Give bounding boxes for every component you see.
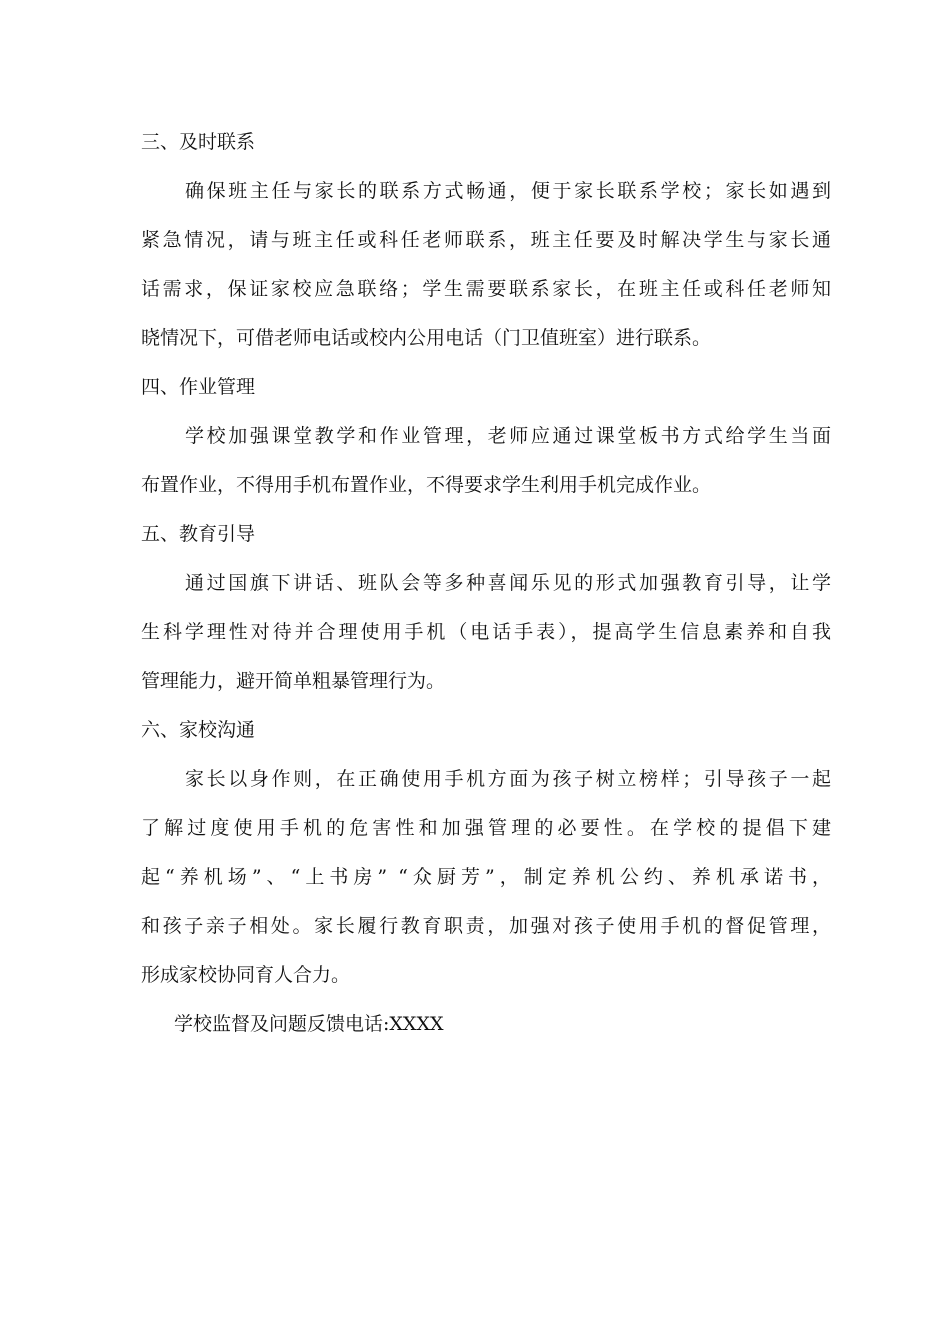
paragraph-line: 形成家校协同育人合力。 — [141, 964, 351, 986]
paragraph-line: 紧急情况，请与班主任或科任老师联系，班主任要及时解决学生与家长通 — [141, 229, 831, 251]
document-body — [141, 118, 831, 1049]
section-education-guidance — [141, 510, 831, 706]
section-heading: 三、及时联系 — [141, 131, 256, 153]
paragraph-line: 家长以身作则，在正确使用手机方面为孩子树立榜样；引导孩子一起 — [185, 768, 831, 790]
paragraph-line: 了解过度使用手机的危害性和加强管理的必要性。在学校的提倡下建 — [141, 817, 831, 839]
paragraph-line: 生科学理性对待并合理使用手机（电话手表），提高学生信息素养和自我 — [141, 621, 831, 643]
section-heading: 五、教育引导 — [141, 523, 256, 545]
paragraph-line: 通过国旗下讲话、班队会等多种喜闻乐见的形式加强教育引导，让学 — [185, 572, 831, 594]
section-paragraph — [141, 755, 831, 1000]
paragraph-line: 管理能力，避开简单粗暴管理行为。 — [141, 670, 446, 692]
paragraph-line: 和孩子亲子相处。家长履行教育职责，加强对孩子使用手机的督促管理， — [141, 915, 831, 937]
section-timely-contact — [141, 118, 831, 363]
section-home-school-communication — [141, 706, 831, 1000]
paragraph-line: 确保班主任与家长的联系方式畅通，便于家长联系学校；家长如遇到 — [185, 180, 831, 202]
paragraph-line: 话需求，保证家校应急联络；学生需要联系家长，在班主任或科任老师知 — [141, 278, 831, 300]
paragraph-line: 起“养机场”、“上书房” “众厨芳”，制定养机公约、养机承诺书， — [141, 866, 831, 888]
section-paragraph — [141, 559, 831, 706]
feedback-phone-line: 学校监督及问题反馈电话:XXXX — [174, 1013, 444, 1035]
section-homework-management — [141, 363, 831, 510]
section-heading: 六、家校沟通 — [141, 719, 256, 741]
paragraph-line: 晓情况下，可借老师电话或校内公用电话（门卫值班室）进行联系。 — [141, 327, 712, 349]
section-paragraph — [141, 167, 831, 363]
paragraph-line: 布置作业，不得用手机布置作业，不得要求学生利用手机完成作业。 — [141, 474, 712, 496]
section-heading: 四、作业管理 — [141, 376, 256, 398]
paragraph-line: 学校加强课堂教学和作业管理，老师应通过课堂板书方式给学生当面 — [185, 425, 831, 447]
section-paragraph — [141, 412, 831, 510]
